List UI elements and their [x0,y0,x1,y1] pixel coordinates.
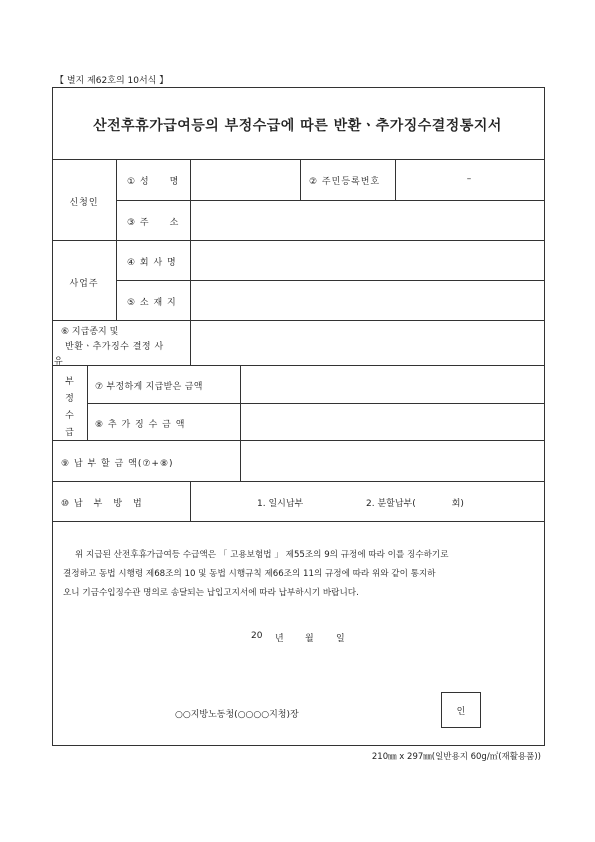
reason-label-line1: ⑥ 지급종지 및 [61,327,119,337]
divider [52,521,544,522]
name-label: ① 성 명 [127,177,180,187]
date-year-label: 년 [275,634,284,644]
lump-sum-option[interactable]: 1. 일시납부 [257,499,304,509]
address-label: ③ 주 소 [127,218,180,228]
reason-label-line3: 유 [54,357,63,367]
divider [87,365,88,440]
divider [52,440,544,441]
paper-spec: 210㎜ x 297㎜(일반용지 60g/㎡(재활용품)) [371,752,541,762]
payment-amount-label: ⑨ 납 부 할 금 액(⑦+⑧) [61,459,174,469]
divider [52,320,544,321]
seal-box [441,692,481,728]
divider [300,159,301,200]
date-month-label: 월 [305,634,314,644]
employer-group-label: 사업주 [69,279,99,289]
divider [52,240,544,241]
rrn-field[interactable]: – [466,174,472,184]
installment-option[interactable]: 2. 분할납부( 회) [366,499,464,509]
rrn-label: ② 주민등록번호 [309,177,381,187]
company-label: ④ 회 사 명 [127,258,177,268]
payment-method-label: ⑩ 납 부 방 법 [61,499,143,509]
fraud-group-char: 정 [65,394,74,404]
document-title: 산전후휴가급여등의 부정수급에 따른 반환ㆍ추가징수결정통지서 [93,118,502,134]
divider [52,365,544,366]
location-label: ⑤ 소 재 지 [127,298,177,308]
fraud-group-char: 부 [65,377,74,387]
applicant-group-label: 신청인 [69,198,99,208]
date-day-label: 일 [336,634,345,644]
seal-label: 인 [456,707,466,717]
fraud-group-char: 급 [65,428,74,438]
divider [240,365,241,481]
fraud-group-char: 수 [65,411,74,421]
date-year: 20 [251,631,263,641]
issuer-name: ○○지방노동청(○○○○지청)장 [175,710,299,720]
divider [116,280,544,281]
notice-line: 위 지급된 산전후휴가급여등 수급액은 「 고용보험법 」 제55조의 9의 규정에 따라 이를 징수하기로 [75,550,449,560]
divider [52,481,544,482]
extra-amount-label: ⑧ 추 가 징 수 금 액 [95,420,186,430]
divider [52,159,544,160]
divider [190,159,191,365]
divider [116,200,544,201]
divider [116,159,117,320]
notice-line: 오니 기금수입징수관 명의로 송달되는 납입고지서에 따라 납부하시기 바랍니다. [63,588,359,598]
reason-label-line2: 반환ㆍ추가징수 결정 사 [65,342,164,352]
notice-line: 결정하고 동법 시행령 제68조의 10 및 동법 시행규칙 제66조의 11의 규정에 따라 위와 같이 통지하 [63,569,436,579]
fraud-amount-label: ⑦ 부정하게 지급받은 금액 [95,382,203,392]
divider [190,481,191,521]
divider [87,403,544,404]
form-reference: 【 별지 제62호의 10서식 】 [55,76,169,86]
